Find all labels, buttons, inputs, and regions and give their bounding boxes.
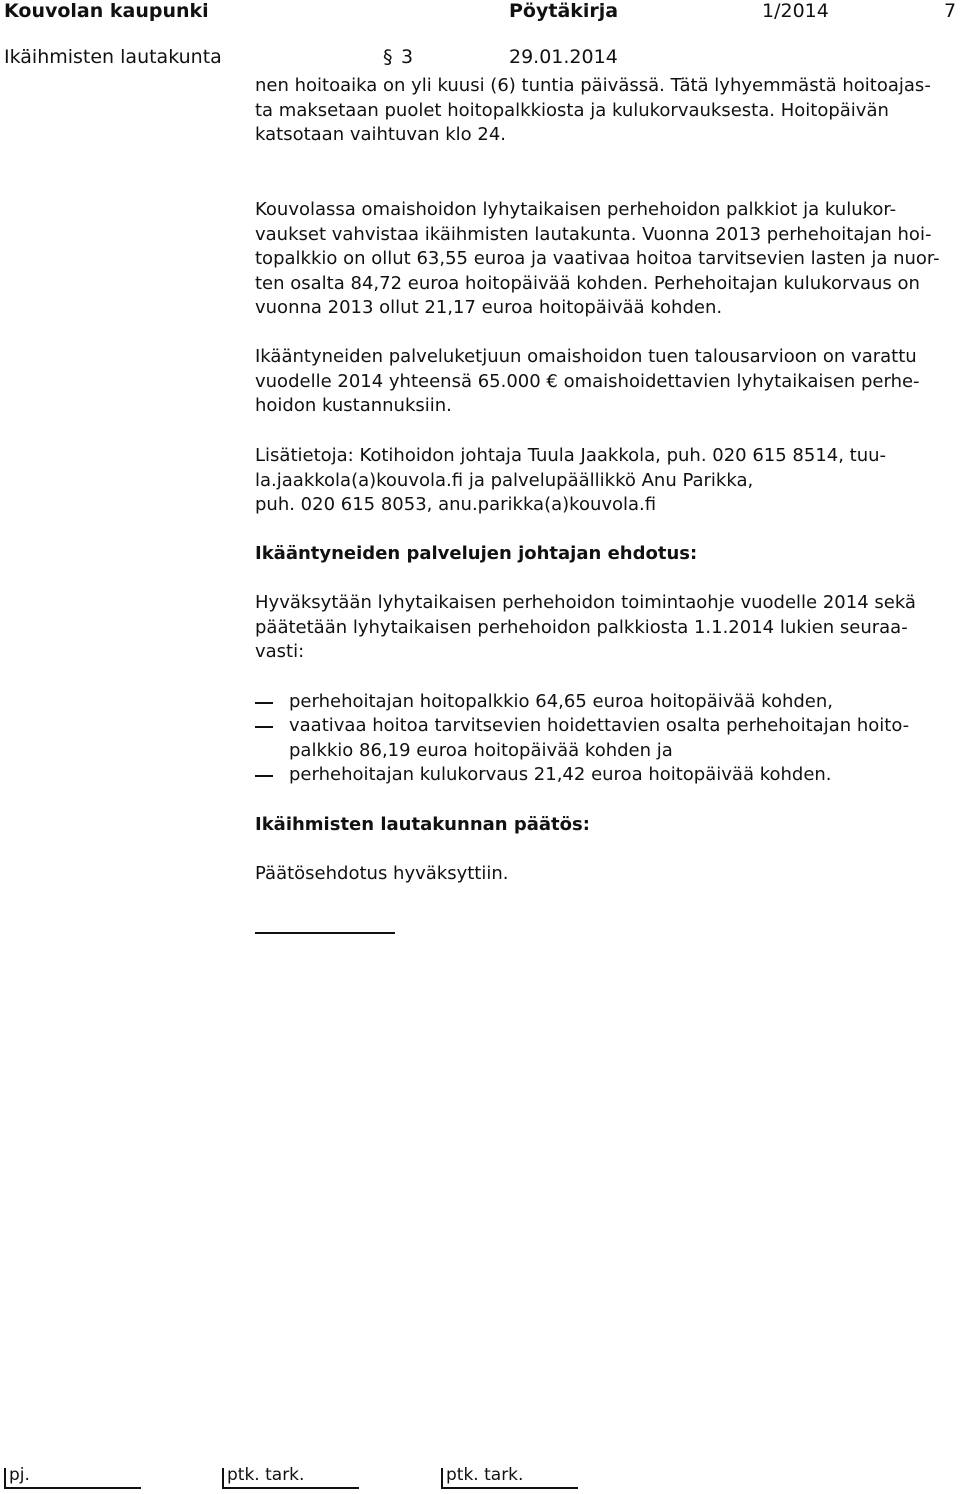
text-line: ta maksetaan puolet hoitopalkkiosta ja kulukorvauksesta. Hoitopäivän <box>255 99 889 121</box>
text-line: vuodelle 2014 yhteensä 65.000 € omaishoidettavien lyhytaikaisen perhe- <box>255 370 920 392</box>
org-name: Kouvolan kaupunki <box>4 0 209 22</box>
text-line: Lisätietoja: Kotihoidon johtaja Tuula Jaakkola, puh. 020 615 8514, tuu- <box>255 445 887 466</box>
text-line: vuonna 2013 ollut 21,17 euroa hoitopäivää kohden. <box>255 297 723 318</box>
signature-tick <box>222 1468 224 1488</box>
doc-number: 1/2014 <box>762 0 829 22</box>
closing-rule <box>255 932 395 934</box>
paragraph-2 <box>255 198 945 321</box>
section-symbol: § <box>383 46 393 68</box>
decision-heading: Ikäihmisten lautakunnan päätös: <box>255 814 590 835</box>
signature-tick <box>441 1468 443 1488</box>
text-line: Hyväksytään lyhytaikaisen perhehoidon toimintaohje vuodelle 2014 sekä <box>255 592 916 613</box>
proposal-heading: Ikääntyneiden palvelujen johtajan ehdotus: <box>255 543 698 564</box>
signature-line <box>222 1487 359 1489</box>
paragraph-1 <box>255 74 945 148</box>
text-line: vasti: <box>255 641 305 662</box>
text-line: nen hoitoaika on yli kuusi (6) tuntia päivässä. Tätä lyhyemmästä hoitoajas- <box>255 75 931 96</box>
text-line: topalkkio on ollut 63,55 euroa ja vaativaa hoitoa tarvitsevien lasten ja nuor- <box>255 248 940 269</box>
signature-line <box>4 1487 141 1489</box>
signature-chair-label: pj. <box>9 1465 30 1485</box>
text-line: Päätösehdotus hyväksyttiin. <box>255 863 509 884</box>
section-number: 3 <box>401 46 414 68</box>
paragraph-3 <box>255 345 945 419</box>
signature-tick <box>4 1468 6 1488</box>
page-number: 7 <box>944 0 957 22</box>
signature-line <box>441 1487 578 1489</box>
text-line: perhehoitajan hoitopalkkio 64,65 euroa hoitopäivää kohden, <box>289 691 833 712</box>
text-line: vaukset vahvistaa ikäihmisten lautakunta. Vuonna 2013 perhehoitajan hoi- <box>255 223 932 245</box>
proposal-text <box>255 591 945 665</box>
text-line: päätetään lyhytaikaisen perhehoidon palkkiosta 1.1.2014 lukien seuraa- <box>255 616 908 638</box>
text-line: vaativaa hoitoa tarvitsevien hoidettavien osalta perhehoitajan hoito- <box>289 715 910 736</box>
contact-info <box>255 444 945 518</box>
text-line: la.jaakkola(a)kouvola.fi ja palvelupäällikkö Anu Parikka, <box>255 469 754 491</box>
text-line: ten osalta 84,72 euroa hoitopäivää kohden. Perhehoitajan kulukorvaus on <box>255 272 920 294</box>
text-line: perhehoitajan kulukorvaus 21,42 euroa hoitopäivää kohden. <box>289 764 832 785</box>
text-line: palkkio 86,19 euroa hoitopäivää kohden ja <box>289 739 673 761</box>
board-name: Ikäihmisten lautakunta <box>4 46 222 68</box>
text-line: hoidon kustannuksiin. <box>255 395 452 416</box>
text-line: katsotaan vaihtuvan klo 24. <box>255 124 506 145</box>
meeting-date: 29.01.2014 <box>509 46 618 68</box>
dash-bullet-icon <box>255 726 273 728</box>
signature-examiner-label: ptk. tark. <box>446 1465 524 1485</box>
text-line: puh. 020 615 8053, anu.parikka(a)kouvola.fi <box>255 494 657 515</box>
text-line: Ikääntyneiden palveluketjuun omaishoidon tuen talousarvioon on varattu <box>255 346 917 367</box>
doc-type: Pöytäkirja <box>509 0 619 22</box>
dash-bullet-icon <box>255 702 273 704</box>
text-line: Kouvolassa omaishoidon lyhytaikaisen perhehoidon palkkiot ja kulukor- <box>255 199 897 220</box>
signature-examiner-label: ptk. tark. <box>227 1465 305 1485</box>
decision-text <box>255 862 945 887</box>
dash-bullet-icon <box>255 775 273 777</box>
